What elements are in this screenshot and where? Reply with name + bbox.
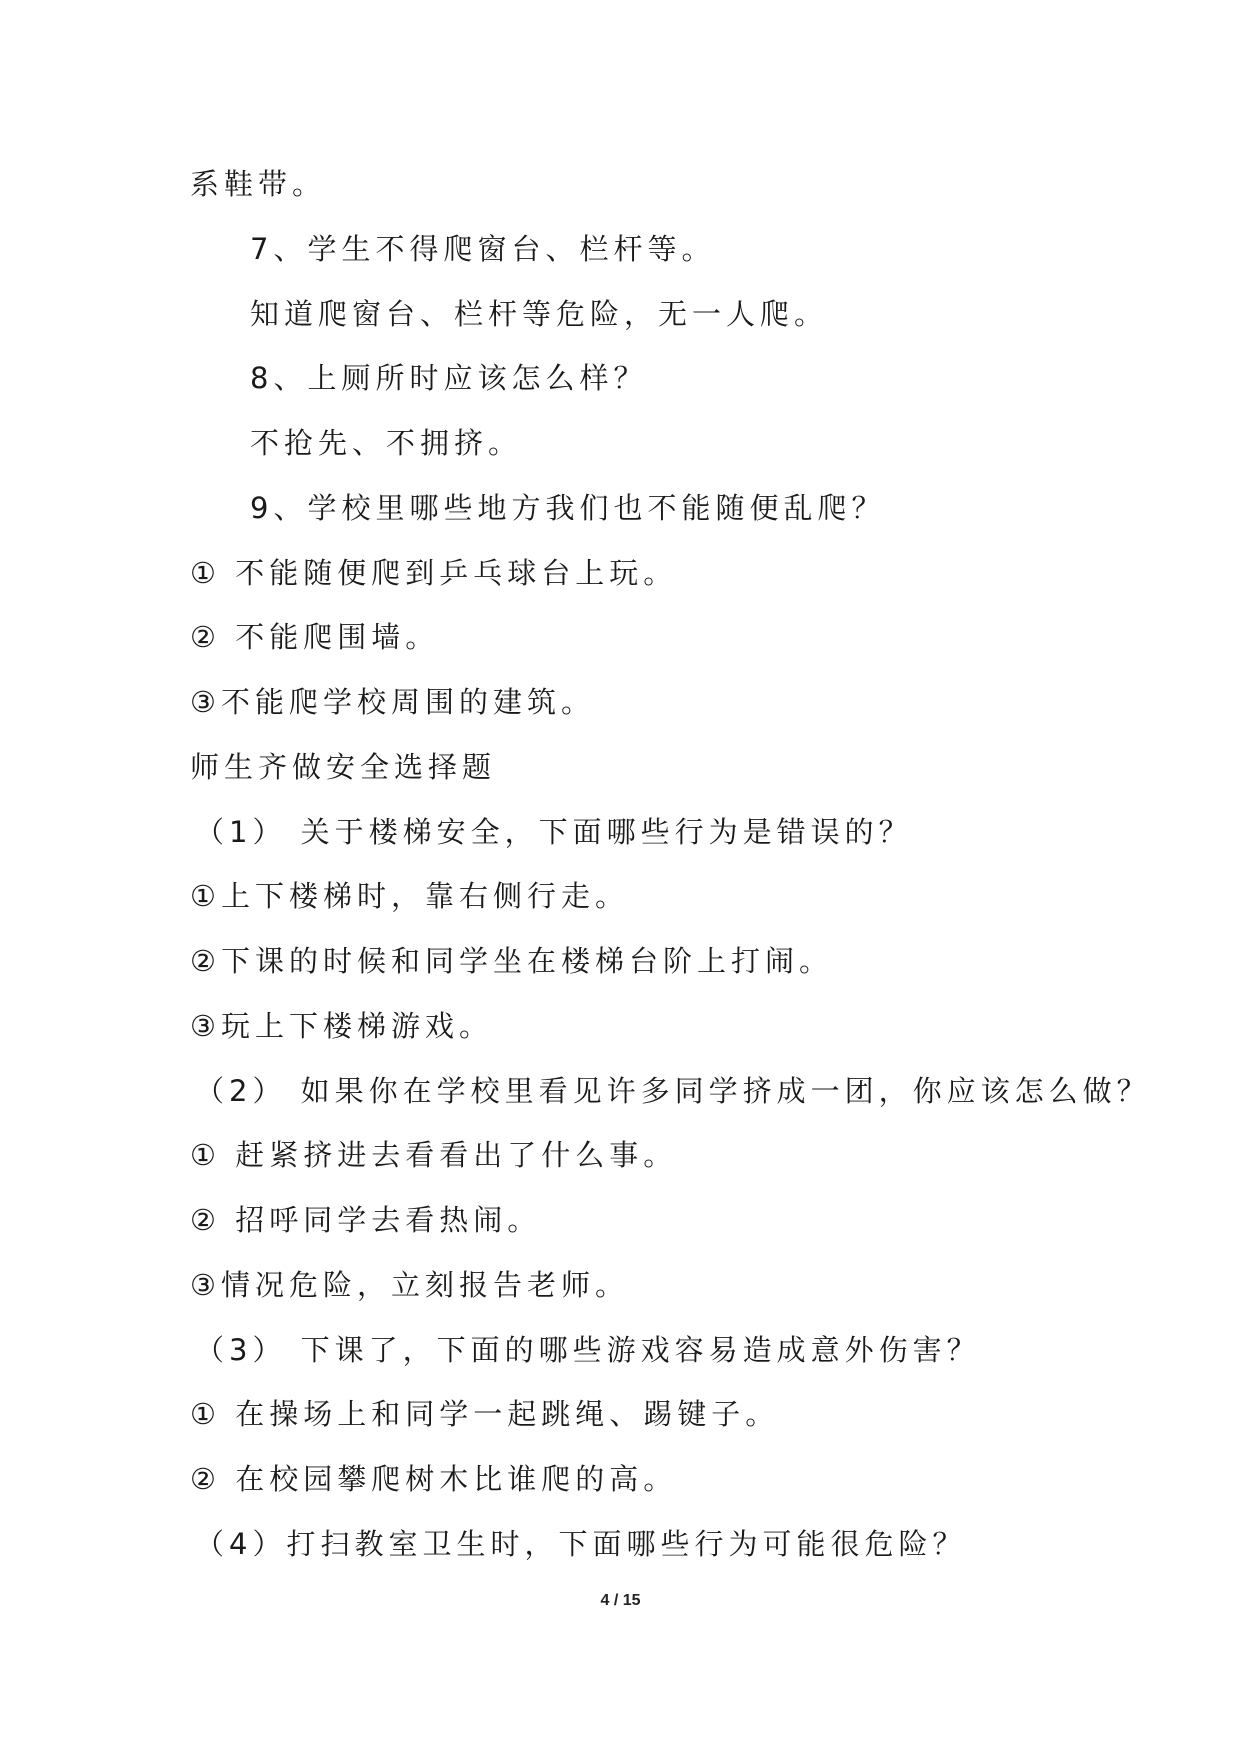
- list-item: ② 在校园攀爬树木比谁爬的高。: [190, 1462, 678, 1496]
- page-number: 4 / 15: [600, 1592, 641, 1609]
- list-item: ②下课的时候和同学坐在楼梯台阶上打闹。: [190, 944, 833, 978]
- text-line: 9、学校里哪些地方我们也不能随便乱爬？: [250, 491, 886, 525]
- list-item: ①上下楼梯时，靠右侧行走。: [190, 879, 629, 913]
- text-line: 系鞋带。: [190, 167, 327, 201]
- list-item: ① 在操场上和同学一起跳绳、踢键子。: [190, 1397, 780, 1431]
- question: （3） 下课了，下面的哪些游戏容易造成意外伤害？: [195, 1333, 981, 1367]
- list-item: ① 赶紧挤进去看看出了什么事。: [190, 1138, 678, 1172]
- list-item: ① 不能随便爬到乒乓球台上玩。: [190, 556, 678, 590]
- list-item: ③情况危险，立刻报告老师。: [190, 1268, 629, 1302]
- question: （4）打扫教室卫生时，下面哪些行为可能很危险？: [195, 1527, 967, 1561]
- question: （1） 关于楼梯安全，下面哪些行为是错误的？: [195, 815, 913, 849]
- list-item: ③不能爬学校周围的建筑。: [190, 685, 595, 719]
- text-line: 知道爬窗台、栏杆等危险，无一人爬。: [250, 297, 829, 331]
- text-line: 8、上厕所时应该怎么样？: [250, 361, 648, 395]
- list-item: ② 招呼同学去看热闹。: [190, 1203, 542, 1237]
- text-line: 7、学生不得爬窗台、栏杆等。: [250, 232, 716, 266]
- list-item: ③玩上下楼梯游戏。: [190, 1009, 493, 1043]
- text-line: 不抢先、不拥挤。: [250, 426, 523, 460]
- question: （2） 如果你在学校里看见许多同学挤成一团，你应该怎么做？: [195, 1074, 1151, 1108]
- section-heading: 师生齐做安全选择题: [190, 750, 497, 784]
- list-item: ② 不能爬围墙。: [190, 620, 440, 654]
